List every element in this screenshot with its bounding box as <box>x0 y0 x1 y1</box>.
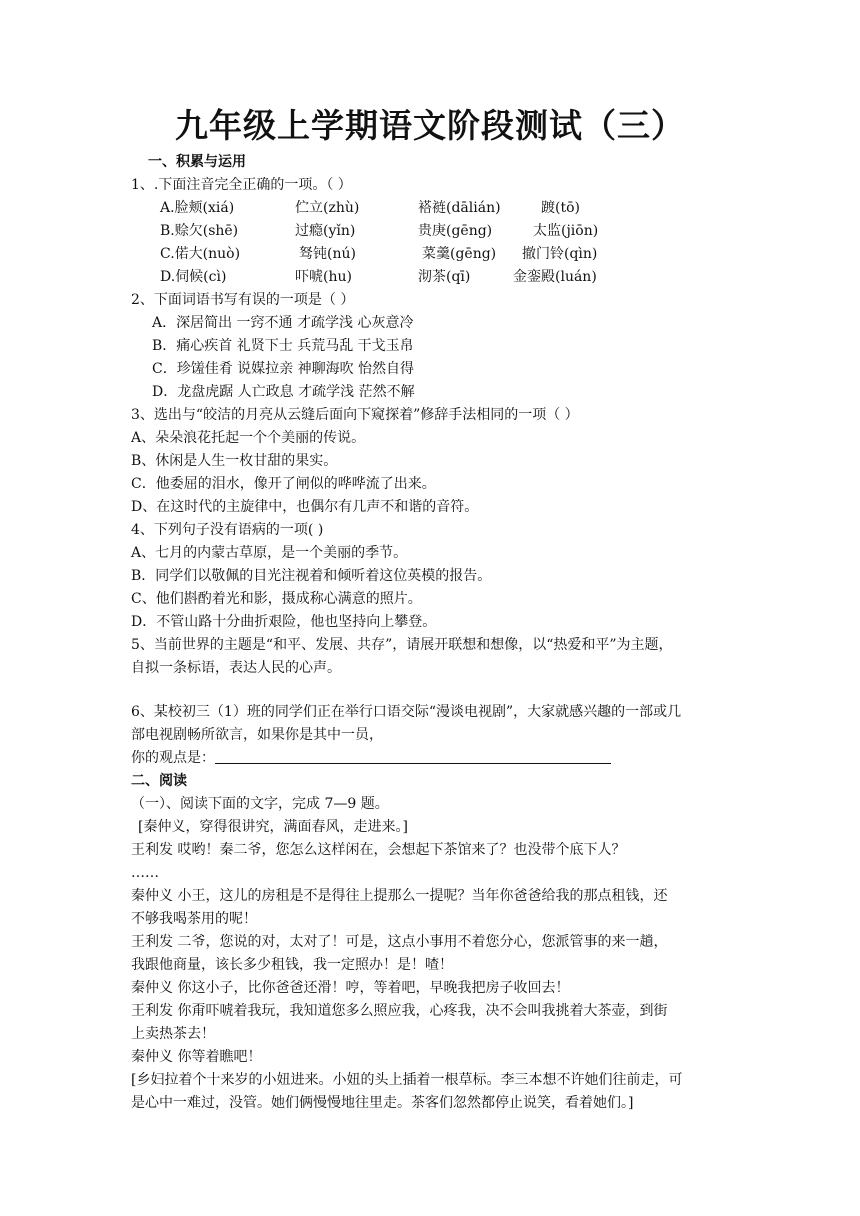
q6-answer-row <box>131 749 611 767</box>
q1-a-3: 褡裢(dālián) <box>418 200 501 216</box>
dialogue-line: 不够我喝茶用的呢！ <box>131 911 257 927</box>
question-2-stem: 2、下面词语书写有误的一项是（ ） <box>131 292 355 308</box>
q2-option-b: B．痛心疾首 礼贤下士 兵荒马乱 干戈玉帛 <box>152 338 414 354</box>
q1-b-1: B.赊欠(shē) <box>160 223 239 239</box>
dialogue-line: …… <box>131 865 159 881</box>
q2-option-a: A．深居简出 一窍不通 才疏学浅 心灰意冷 <box>152 315 414 331</box>
q3-option-b: B、休闲是人生一枚甘甜的果实。 <box>131 453 338 469</box>
dialogue-line: 我跟他商量，该长多少租钱，我一定照办！是！喳！ <box>131 957 453 973</box>
question-1-stem: 1、.下面注音完全正确的一项。（ ） <box>131 177 352 193</box>
q1-c-2: 驽钝(nú) <box>299 246 356 262</box>
q2-option-d: D．龙盘虎踞 人亡政息 才疏学浅 茫然不解 <box>152 384 415 400</box>
q1-d-2: 吓唬(hu) <box>295 269 352 285</box>
q1-c-4: 撤门铃(qìn) <box>522 246 598 262</box>
reading-intro: （一）、阅读下面的文字，完成 7—9 题。 <box>131 796 389 812</box>
question-6-line-2: 部电视剧畅所欲言，如果你是其中一员， <box>131 727 383 743</box>
q1-b-4: 太监(jiōn) <box>533 223 599 239</box>
q1-d-3: 沏茶(qī) <box>418 269 471 285</box>
question-4-stem: 4、下列句子没有语病的一项( ) <box>131 522 324 538</box>
q1-c-1: C.偌大(nuò) <box>160 246 241 262</box>
dialogue-line: 王利发 哎哟！秦二爷，您怎么这样闲在，会想起下茶馆来了？也没带个底下人？ <box>131 842 626 858</box>
dialogue-line: 秦仲义 你等着瞧吧！ <box>131 1049 262 1065</box>
q4-option-d: D．不管山路十分曲折艰险，他也坚持向上攀登。 <box>131 614 437 630</box>
question-6-line-1: 6、某校初三（1）班的同学们正在举行口语交际“漫谈电视剧”，大家就感兴趣的一部或几 <box>131 704 682 720</box>
q1-a-2: 伫立(zhù) <box>295 200 360 216</box>
stage-direction-line: [乡妇拉着个十来岁的小妞进来。小妞的头上插着一根草标。李三本想不许她们往前走，可 <box>131 1072 683 1088</box>
dialogue-line: 秦仲义 小王，这儿的房租是不是得往上提那么一提呢？当年你爸爸给我的那点租钱，还 <box>131 888 668 904</box>
q2-option-c: C．珍馐佳肴 说媒拉亲 神聊海吹 怡然自得 <box>152 361 415 377</box>
q1-b-3: 贵庚(gēng) <box>418 223 493 239</box>
q4-option-c: C、他们斟酌着光和影，摄成称心满意的照片。 <box>131 591 422 607</box>
dialogue-line: 王利发 二爷，您说的对，太对了！可是，这点小事用不着您分心，您派管事的来一趟， <box>131 934 668 950</box>
question-5-line-1: 5、当前世界的主题是“和平、发展、共存”，请展开联想和想像，以“热爱和平”为主题， <box>131 637 673 653</box>
q1-d-1: D.伺候(cì) <box>160 269 227 285</box>
question-3-stem: 3、选出与“皎洁的月亮从云缝后面向下窥探着”修辞手法相同的一项（ ） <box>131 407 579 423</box>
q6-answer-label: 你的观点是： <box>131 750 215 766</box>
dialogue-line: 秦仲义 你这小子，比你爸爸还滑！哼，等着吧，早晚我把房子收回去！ <box>131 980 570 996</box>
q4-option-b: B．同学们以敬佩的目光注视着和倾听着这位英模的报告。 <box>131 568 492 584</box>
q3-option-c: C．他委屈的泪水，像开了闸似的哗哗流了出来。 <box>131 476 436 492</box>
stage-direction-line: 是心中一难过，没管。她们俩慢慢地往里走。茶客们忽然都停止说笑，看着她们。] <box>131 1095 634 1111</box>
section-heading-2: 二、阅读 <box>131 773 187 789</box>
question-5-line-2: 自拟一条标语，表达人民的心声。 <box>131 660 341 676</box>
dialogue-line: 上卖热茶去！ <box>131 1026 215 1042</box>
q1-c-3: 菜羹(gēng) <box>422 246 497 262</box>
q1-b-2: 过瘾(yǐn) <box>295 223 356 239</box>
q3-option-d: D、在这时代的主旋律中，也偶尔有几声不和谐的音符。 <box>131 499 479 515</box>
q4-option-a: A、七月的内蒙古草原，是一个美丽的季节。 <box>131 545 408 561</box>
page-title: 九年级上学期语文阶段测试（三） <box>175 106 685 145</box>
q1-a-4: 踱(tō) <box>541 200 580 216</box>
q3-option-a: A、朵朵浪花托起一个个美丽的传说。 <box>131 430 366 446</box>
stage-direction-1: [秦仲义，穿得很讲究，满面春风，走进来。] <box>138 819 408 835</box>
q1-d-4: 金銮殿(luán) <box>513 269 597 285</box>
q1-a-1: A.脸颊(xiá) <box>160 200 235 216</box>
q6-answer-blank[interactable] <box>215 749 611 764</box>
section-heading-1: 一、积累与运用 <box>148 154 246 170</box>
dialogue-line: 王利发 你甭吓唬着我玩，我知道您多么照应我，心疼我，决不会叫我挑着大茶壶，到街 <box>131 1003 668 1019</box>
